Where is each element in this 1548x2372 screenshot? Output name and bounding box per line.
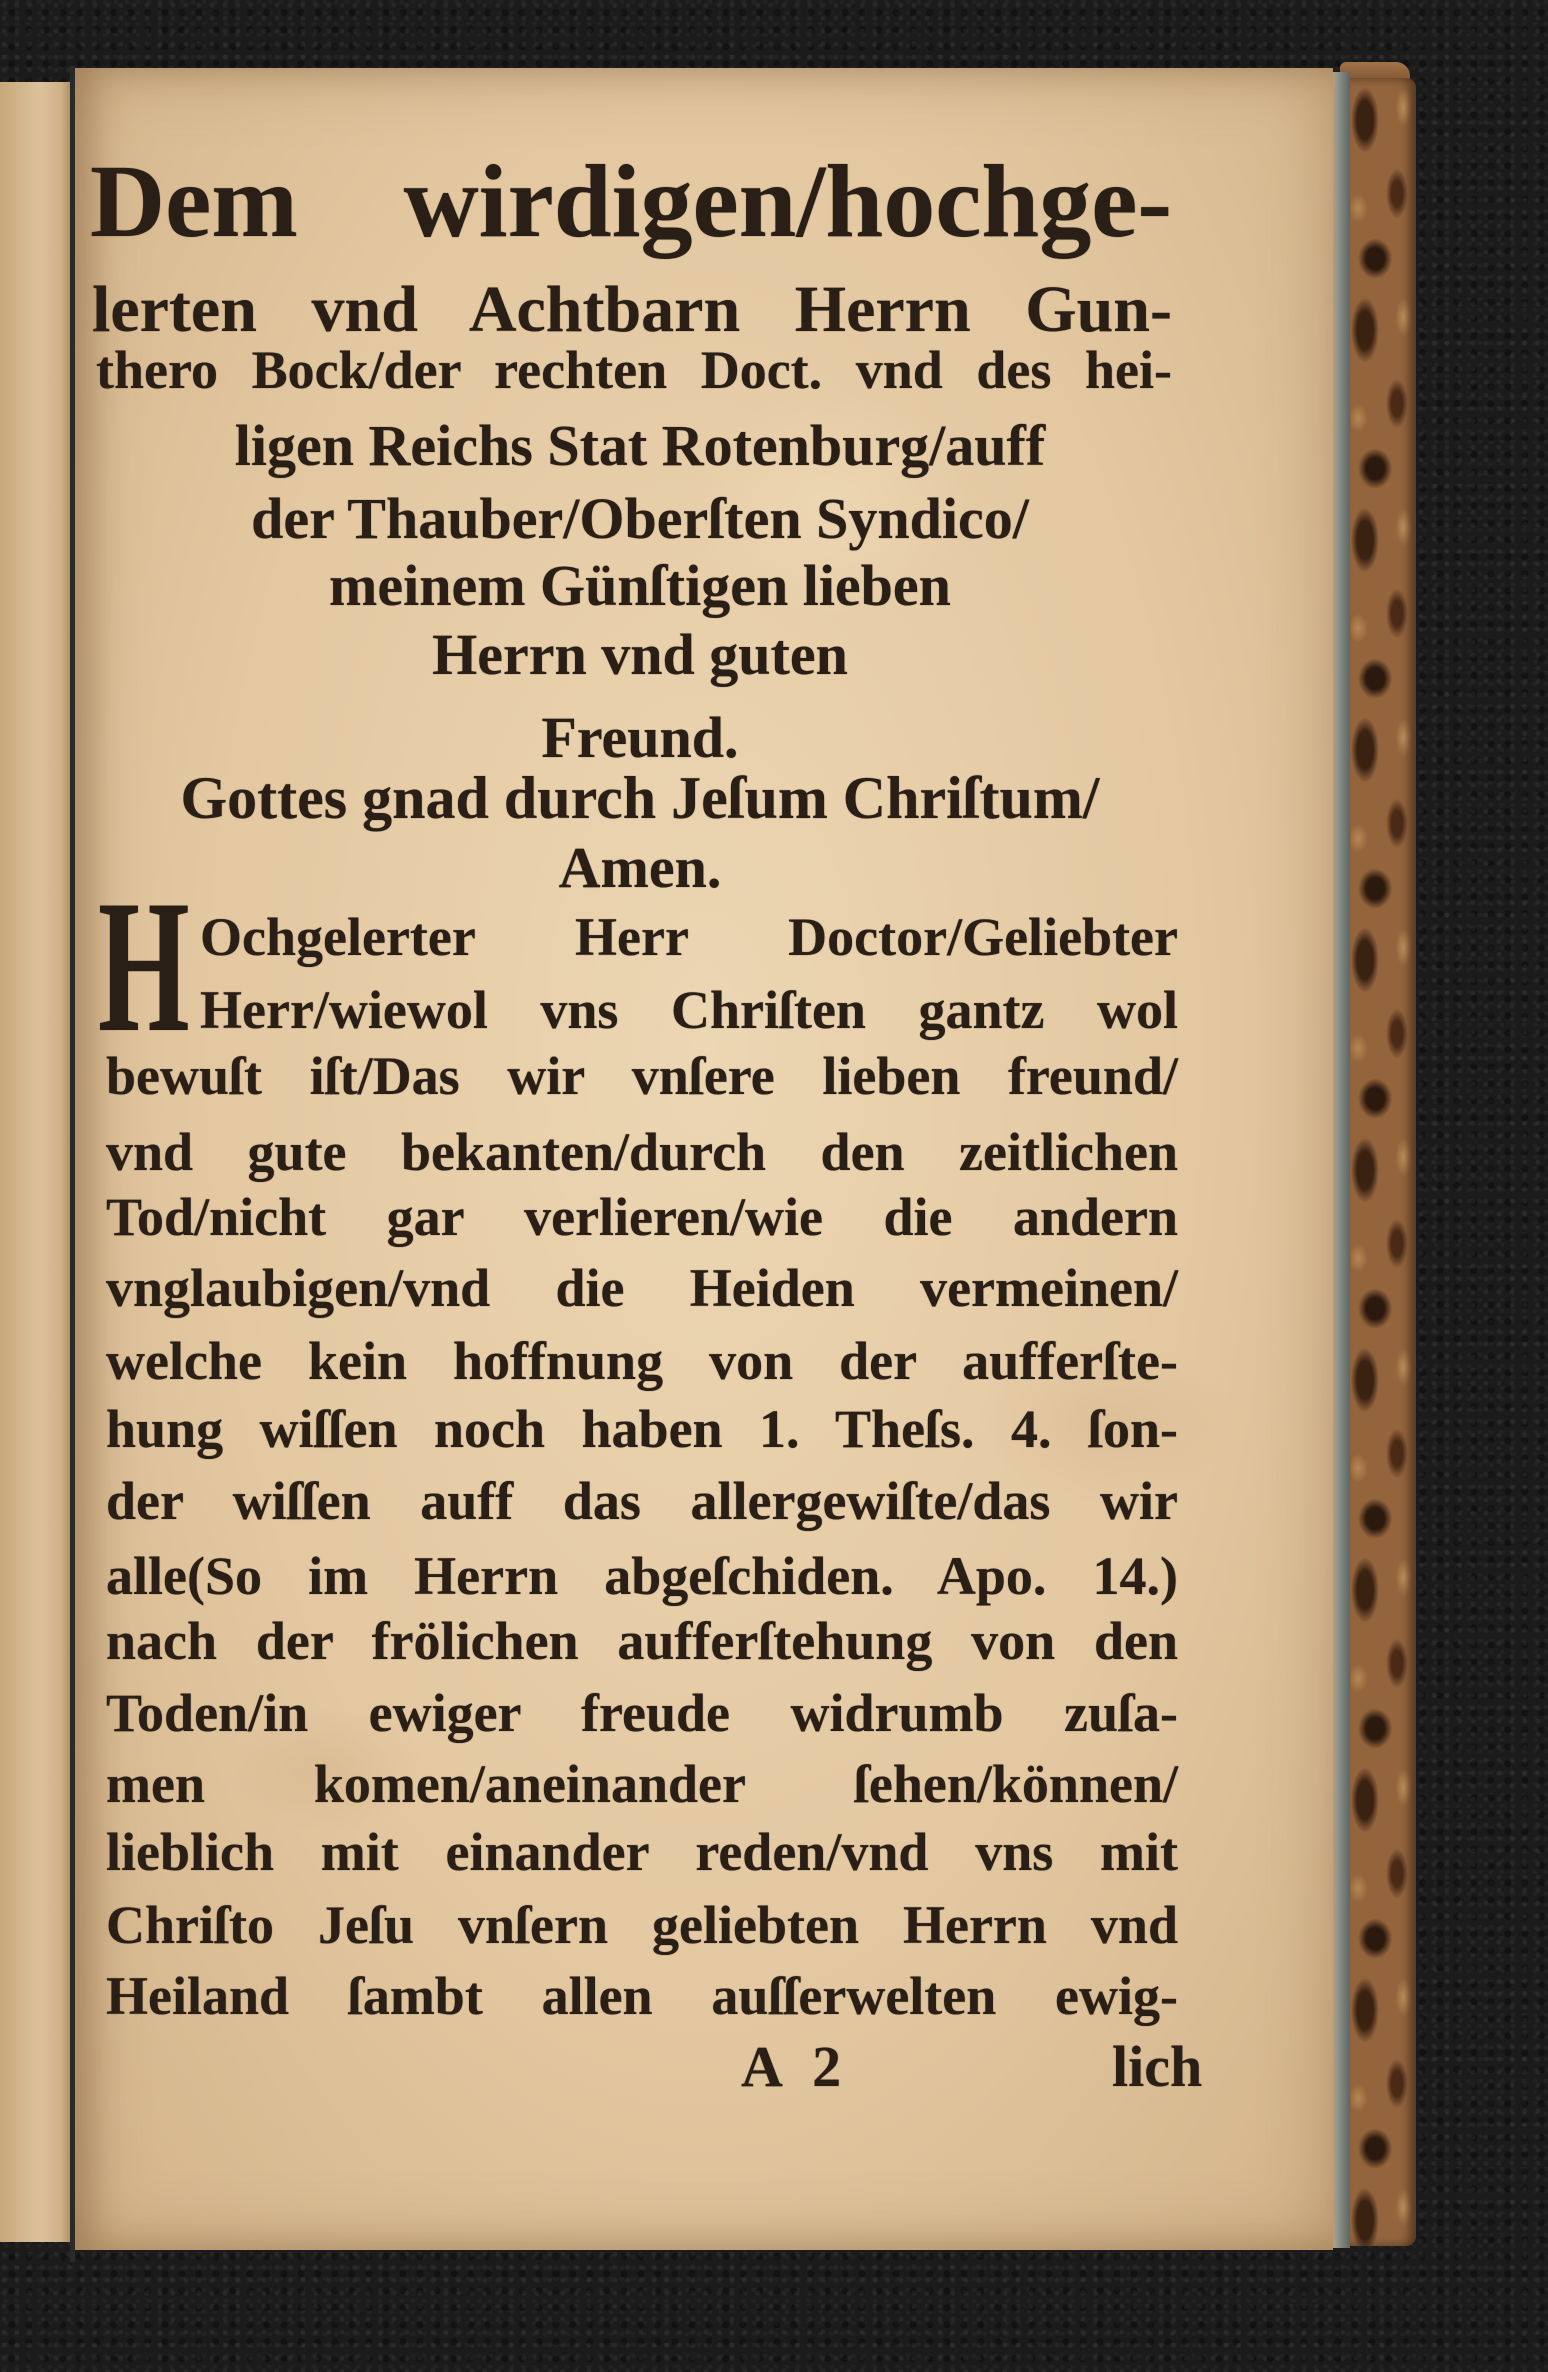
dedication-line: Dem wirdigen/hochge- bbox=[90, 144, 1172, 259]
drop-cap: H bbox=[98, 862, 190, 1072]
dedication-line: meinem Günſtigen lieben bbox=[329, 553, 951, 618]
body-line: hung wiſſen noch haben 1. Theſs. 4. ſon- bbox=[106, 1399, 1178, 1459]
left-page-edge bbox=[0, 82, 72, 2242]
salutation-line: Gottes gnad durch Jeſum Chriſtum/ bbox=[180, 765, 1100, 831]
dedication-line: ligen Reichs Stat Rotenburg/auff bbox=[234, 413, 1046, 478]
body-line: Toden/in ewiger freude widrumb zuſa- bbox=[106, 1683, 1178, 1743]
body-line: vnglaubigen/vnd die Heiden vermeinen/ bbox=[106, 1258, 1178, 1318]
book-page bbox=[75, 68, 1333, 2250]
body-line: lieblich mit einander reden/vnd vns mit bbox=[106, 1822, 1178, 1882]
salutation-line: Amen. bbox=[558, 835, 722, 900]
dedication-line: der Thauber/Oberſten Syndico/ bbox=[251, 486, 1029, 551]
dedication-line: thero Bock/der rechten Doct. vnd des hei- bbox=[96, 340, 1172, 400]
body-line: welche kein hoffnung von der aufferſte- bbox=[106, 1331, 1178, 1391]
body-line: vnd gute bekanten/durch den zeitlichen bbox=[106, 1122, 1178, 1182]
signature-mark: A 2 bbox=[741, 2034, 842, 2099]
body-line: men komen/aneinander ſehen/können/ bbox=[106, 1754, 1178, 1814]
body-line: bewuſt iſt/Das wir vnſere lieben freund/ bbox=[106, 1046, 1178, 1106]
body-line: Tod/nicht gar verlieren/wie die andern bbox=[106, 1187, 1178, 1247]
body-line: Herr/wiewol vns Chriſten gantz wol bbox=[200, 980, 1178, 1040]
body-line: Chriſto Jeſu vnſern geliebten Herrn vnd bbox=[106, 1895, 1178, 1955]
body-line: nach der frölichen aufferſtehung von den bbox=[106, 1611, 1178, 1671]
dedication-line: Herrn vnd guten bbox=[432, 622, 848, 687]
body-line: Heiland ſambt allen auſſerwelten ewig- bbox=[106, 1966, 1178, 2026]
catchword: lich bbox=[1112, 2034, 1203, 2099]
body-line: Ochgelerter Herr Doctor/Geliebter bbox=[200, 907, 1178, 967]
body-line: der wiſſen auff das allergewiſte/das wir bbox=[106, 1471, 1178, 1531]
dedication-line: lerten vnd Achtbarn Herrn Gun- bbox=[92, 273, 1172, 346]
page-block-edge bbox=[1330, 72, 1350, 2248]
body-line: alle(So im Herrn abgeſchiden. Apo. 14.) bbox=[106, 1546, 1178, 1606]
dedication-line: Freund. bbox=[541, 705, 739, 770]
marbled-cover bbox=[1348, 78, 1416, 2246]
